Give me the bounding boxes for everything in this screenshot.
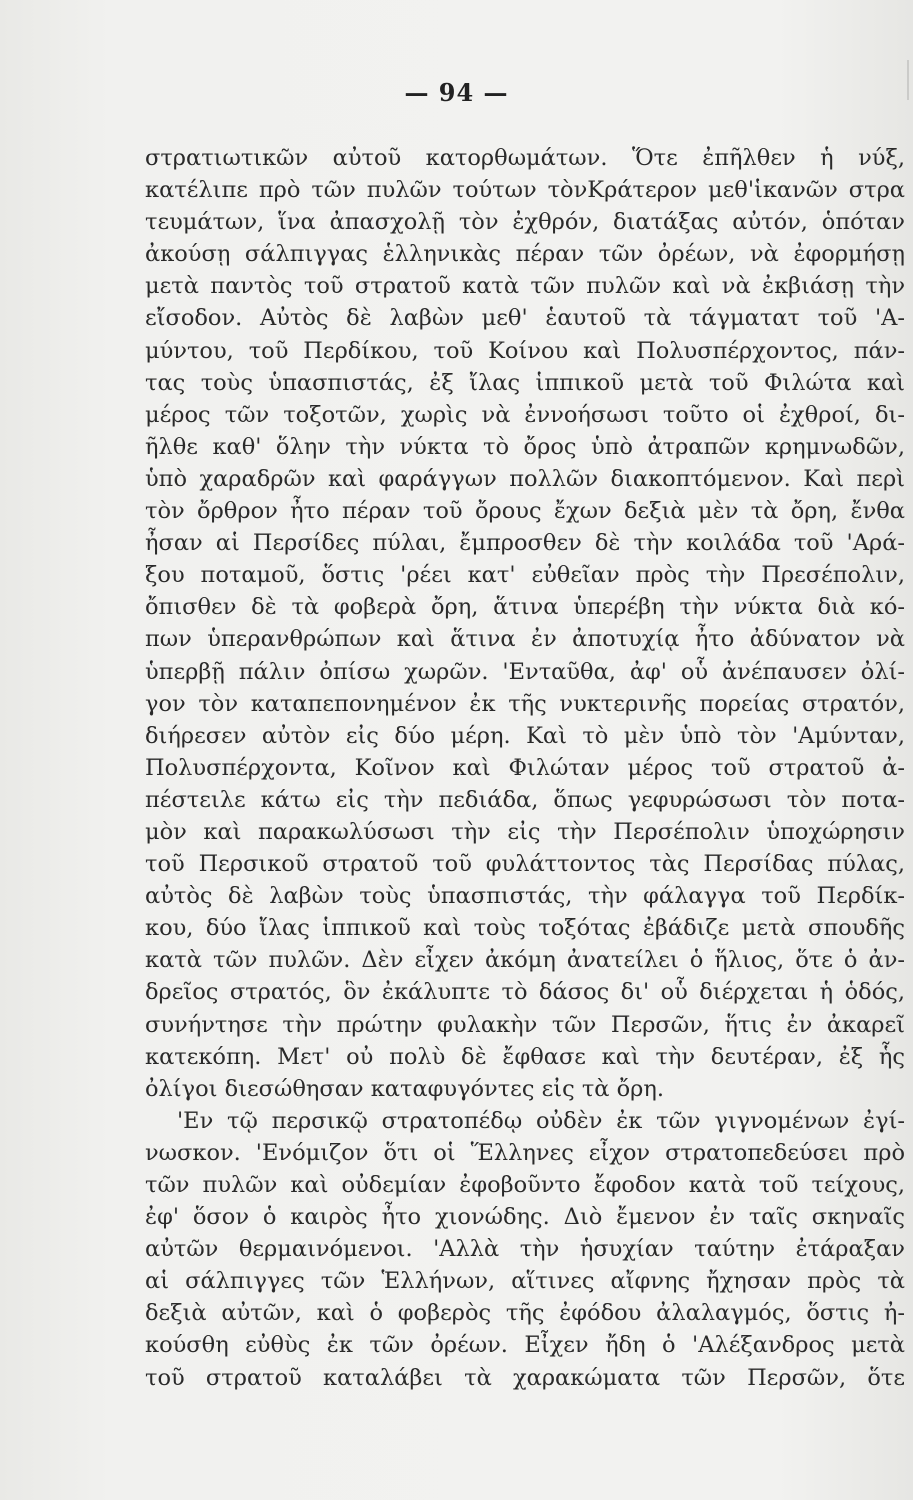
text-line: ξου ποταμοῦ, ὅστις 'ρέει κατ' εὐθεῖαν πρὸς τὴν Πρεσέπολιν, xyxy=(145,562,905,589)
text-line: κατέλιπε πρὸ τῶν πυλῶν τούτων τὸνΚράτερον μεθ'ἱκανῶν στρα xyxy=(145,177,905,204)
text-line: 'Εν τῷ περσικῷ στρατοπέδῳ οὐδὲν ἐκ τῶν γιγνομένων ἐγί- xyxy=(177,1107,905,1134)
text-line: συνήντησε τὴν πρώτην φυλακὴν τῶν Περσῶν, ἥτις ἐν ἀκαρεῖ xyxy=(145,1011,905,1038)
text-line: ὀλίγοι διεσώθησαν καταφυγόντες εἰς τὰ ὄρη. xyxy=(145,1075,665,1102)
text-line: ὑπὸ χαραδρῶν καὶ φαράγγων πολλῶν διακοπτόμενον. Καὶ περὶ xyxy=(145,465,905,492)
text-line: κατὰ τῶν πυλῶν. Δὲν εἶχεν ἀκόμη ἀνατείλει ὁ ἥλιος, ὅτε ὁ ἀν- xyxy=(145,947,905,974)
text-line: δεξιὰ αὐτῶν, καὶ ὁ φοβερὸς τῆς ἐφόδου ἀλαλαγμός, ὅστις ἠ- xyxy=(145,1300,905,1327)
text-line: ἀκούσῃ σάλπιγγας ἑλληνικὰς πέραν τῶν ὀρέων, νὰ ἐφορμήσῃ xyxy=(145,241,905,268)
text-line: κούσθη εὐθὺς ἐκ τῶν ὀρέων. Εἶχεν ἤδη ὁ 'Αλέξανδρος μετὰ xyxy=(145,1332,905,1359)
text-line: μέρος τῶν τοξοτῶν, χωρὶς νὰ ἐννοήσωσι τοῦτο οἱ ἐχθροί, δι- xyxy=(145,401,905,428)
text-line: τας τοὺς ὑπασπιστάς, ἐξ ἴλας ἱππικοῦ μετὰ τοῦ Φιλώτα καὶ xyxy=(145,369,905,396)
text-line: αὐτῶν θερμαινόμενοι. 'Αλλὰ τὴν ἡσυχίαν ταύτην ἐτάραξαν xyxy=(145,1236,905,1263)
text-line: κατεκόπη. Μετ' οὐ πολὺ δὲ ἔφθασε καὶ τὴν δευτέραν, ἐξ ἧς xyxy=(145,1043,905,1070)
text-line: πων ὑπερανθρώπων καὶ ἅτινα ἐν ἀποτυχίᾳ ἦτο ἀδύνατον νὰ xyxy=(145,626,905,653)
text-line: αἱ σάλπιγγες τῶν Ἑλλήνων, αἵτινες αἴφνης ἤχησαν πρὸς τὰ xyxy=(145,1268,905,1295)
text-line: τοῦ στρατοῦ καταλάβει τὰ χαρακώματα τῶν Περσῶν, ὅτε xyxy=(145,1364,905,1391)
text-line: τὸν ὄρθρον ἦτο πέραν τοῦ ὄρους ἔχων δεξιὰ μὲν τὰ ὄρη, ἔνθα xyxy=(145,498,905,525)
text-line: εἴσοδον. Αὐτὸς δὲ λαβὼν μεθ' ἑαυτοῦ τὰ τάγματατ τοῦ 'Α- xyxy=(145,305,905,332)
text-line: ὑπερβῇ πάλιν ὀπίσω χωρῶν. 'Ενταῦθα, ἀφ' οὗ ἀνέπαυσεν ὀλί- xyxy=(145,658,905,685)
text-line: μὸν καὶ παρακωλύσωσι τὴν εἰς τὴν Περσέπολιν ὑποχώρησιν xyxy=(145,818,905,845)
text-line: διήρεσεν αὐτὸν εἰς δύο μέρη. Καὶ τὸ μὲν ὑπὸ τὸν 'Αμύνταν, xyxy=(145,722,905,749)
text-line: Πολυσπέρχοντα, Κοῖνον καὶ Φιλώταν μέρος τοῦ στρατοῦ ἀ- xyxy=(145,754,905,781)
text-line: αὐτὸς δὲ λαβὼν τοὺς ὑπασπιστάς, τὴν φάλαγγα τοῦ Περδίκ- xyxy=(145,883,905,910)
text-line: ἦσαν αἱ Περσίδες πύλαι, ἔμπροσθεν δὲ τὴν κοιλάδα τοῦ 'Αρά- xyxy=(145,530,905,557)
text-line: πέστειλε κάτω εἰς τὴν πεδιάδα, ὅπως γεφυρώσωσι τὸν ποτα- xyxy=(145,786,905,813)
text-line: μύντου, τοῦ Περδίκου, τοῦ Κοίνου καὶ Πολυσπέρχοντος, πάν- xyxy=(145,337,905,364)
text-line: τοῦ Περσικοῦ στρατοῦ τοῦ φυλάττοντος τὰς Περσίδας πύλας, xyxy=(145,851,905,878)
text-line: τευμάτων, ἵνα ἀπασχολῇ τὸν ἐχθρόν, διατάξας αὐτόν, ὁπόταν xyxy=(145,209,905,236)
text-line: νωσκον. 'Ενόμιζον ὅτι οἱ Ἕλληνες εἶχον στρατοπεδεύσει πρὸ xyxy=(145,1139,905,1166)
text-line: ἐφ' ὅσον ὁ καιρὸς ἦτο χιονώδης. Διὸ ἔμενον ἐν ταῖς σκηναῖς xyxy=(145,1204,905,1231)
text-line: τῶν πυλῶν καὶ οὐδεμίαν ἐφοβοῦντο ἔφοδον κατὰ τοῦ τείχους, xyxy=(145,1172,905,1198)
text-line: γον τὸν καταπεπονημένον ἐκ τῆς νυκτερινῆς πορείας στρατόν, xyxy=(145,690,905,717)
text-line: μετὰ παντὸς τοῦ στρατοῦ κατὰ τῶν πυλῶν καὶ νὰ ἐκβιάσῃ τὴν xyxy=(145,273,905,300)
text-line: ῆλθε καθ' ὅλην τὴν νύκτα τὸ ὄρος ὑπὸ ἀτραπῶν κρημνωδῶν, xyxy=(145,433,905,460)
page-number: — 94 — xyxy=(404,78,509,107)
body-text xyxy=(145,142,905,1394)
text-line: ὄπισθεν δὲ τὰ φοβερὰ ὄρη, ἅτινα ὑπερέβη τὴν νύκτα διὰ κό- xyxy=(145,594,905,621)
text-line: δρεῖος στρατός, ὃν ἐκάλυπτε τὸ δάσος δι' οὗ διέρχεται ἡ ὁδός, xyxy=(145,979,905,1006)
text-line: στρατιωτικῶν αὐτοῦ κατορθωμάτων. Ὅτε ἐπῆλθεν ἡ νύξ, xyxy=(145,145,905,171)
text-line: κου, δύο ἴλας ἱππικοῦ καὶ τοὺς τοξότας ἐβάδιζε μετὰ σπουδῆς xyxy=(145,915,905,942)
